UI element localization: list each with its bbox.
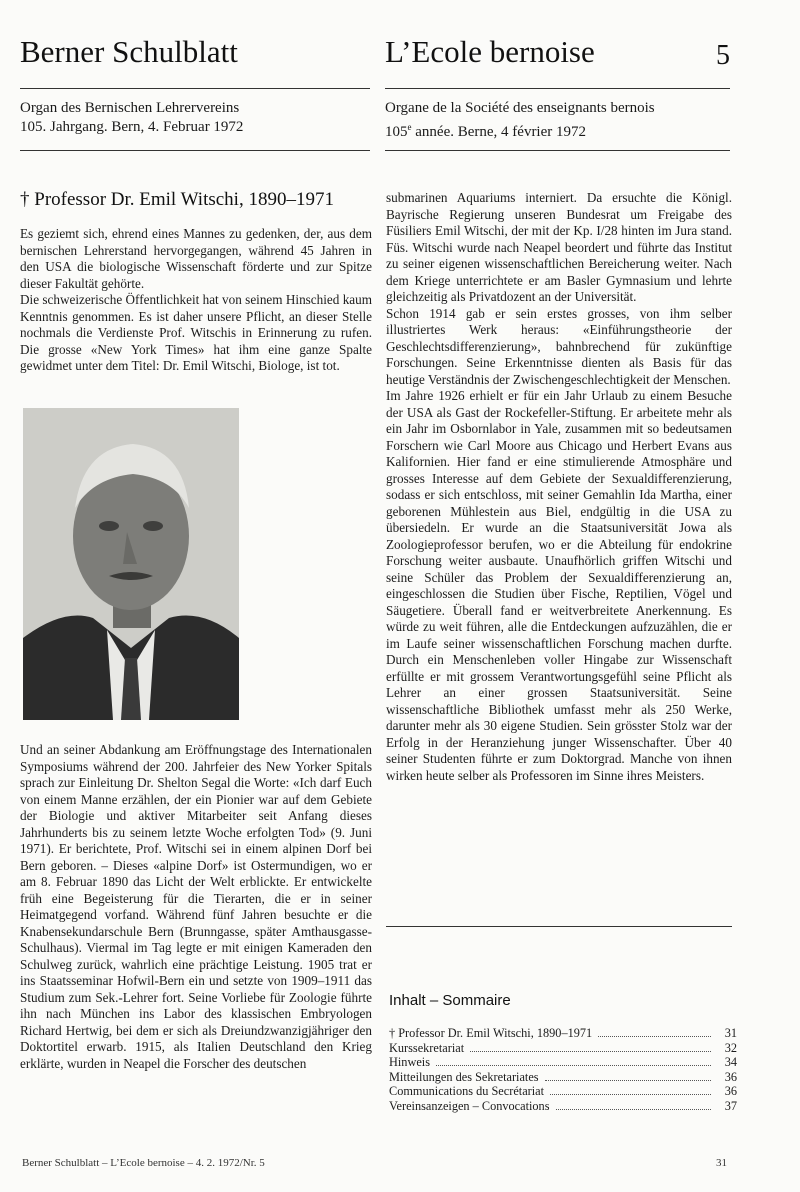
footer-page-number: 31 [716, 1157, 727, 1169]
edition-date: année. Berne, 4 février 1972 [411, 124, 587, 140]
masthead-right-title: L’Ecole bernoise [385, 34, 595, 69]
toc-entry[interactable] [389, 1099, 737, 1114]
toc-leader [550, 1094, 711, 1095]
left-column-bottom [20, 742, 372, 1072]
header-rule-right [385, 88, 730, 89]
right-column [386, 190, 732, 784]
right-subtitle [385, 99, 655, 142]
toc-entry-label: Hinweis [389, 1055, 430, 1070]
toc-entry-page: 34 [724, 1055, 737, 1070]
toc-leader [556, 1109, 712, 1110]
toc-entry-page: 31 [724, 1026, 737, 1040]
header-rule-left [20, 88, 370, 89]
toc-entry-page: 36 [724, 1084, 737, 1099]
edition-superscript: e [407, 122, 412, 132]
toc-entry-label: Vereinsanzeigen – Convocations [389, 1098, 550, 1113]
masthead-left-title: Berner Schulblatt [20, 34, 238, 69]
paragraph: Und an seiner Abdankung am Eröffnungstage des Internationalen Symposiums während der 200. Jahrfeier des New Yorker Spitals sprach zur Einleitung Dr. Shelton Segal die Worte: «Ich darf Euch von einem Manne erzählen, der ein Pionier war auf dem Gebiete der Biologie und aktiver Mitarbeiter seit Anfang dieses Jahrhunderts bis zu seinem letzte Woche erfolgten Tod» (9. Juni 1971). Er berichtete, Prof. Witschi sei in einem alpinen Dorf bei Bern geboren. – Dieses «alpine Dorf» ist Ostermundigen, wo er am 8. Februar 1890 das Licht der Welt erblickte. Er entwickelte früh eine Begeisterung für die Tierarten, die er in seiner Heimatgegend vorfand. Während fünf Jahren besuchte er die Knabensekundarschule Bern (Brunngasse, später Amthausgasse-Schulhaus). Viermal im Tag legte er mit einigen Kameraden den Schulweg zurück, wahrlich eine prächtige Leistung. 1905 trat er ins Staatsseminar Hofwil-Bern ein und setzte von 1909–1911 das Studium zum Sek.-Lehrer fort. Seine Vorliebe für Zoologie führte ihn nach München ins Labor des klassischen Embryologen Richard Hertwig, bei dem er sich als Dreiundzwanzigjähriger den Doktortitel erwarb. 1915, als Italien Deutschland den Krieg erklärte, wurden in Neapel die Forscher des deutschen [20, 742, 372, 1071]
page-number: 5 [716, 40, 730, 71]
right-subtitle-line1: Organe de la Société des enseignants bernois [385, 100, 655, 116]
toc-entry-page: 32 [724, 1040, 737, 1055]
toc-entry-label: Kurssekretariat [389, 1040, 465, 1055]
toc-entry-label: Communications du Secrétariat [389, 1084, 545, 1099]
toc-rule [386, 926, 732, 927]
paragraph: Schon 1914 gab er sein erstes grosses, von ihm selber illustriertes Werk heraus: «Einführungstheorie der Geschlechtsdifferenzierung», bahnbrechend für zukünftige Forschungen. Seine Erkenntnisse dienten als Basis für das heutige Verständnis der Zwischengeschlechtigkeit der Menschen. [386, 305, 732, 387]
toc-entry[interactable] [389, 1070, 737, 1085]
portrait-photo [23, 408, 239, 720]
toc-entry-page: 37 [724, 1098, 737, 1113]
toc-entry-label: Mitteilungen des Sekretariates [389, 1069, 539, 1084]
paragraph: Die schweizerische Öffentlichkeit hat von seinem Hinschied kaum Kenntnis genommen. Es ist daher unsere Pflicht, an dieser Stelle nochmals die Verdienste Prof. Witschis in Erinnerung zu rufen. Die grosse «New York Times» hat ihm eine ganze Spalte gewidmet unter dem Titel: Dr. Emil Witschi, Biologe, ist tot. [20, 292, 372, 373]
toc-entry[interactable] [389, 1055, 737, 1070]
toc-leader [436, 1065, 711, 1066]
left-subtitle [20, 99, 243, 137]
left-subtitle-line1: Organ des Bernischen Lehrervereins [20, 100, 240, 116]
left-column-top [20, 226, 372, 375]
paragraph: submarinen Aquariums interniert. Da ersuchte die Königl. Bayrische Regierung unseren Bundesrat um Freigabe des Füsiliers Emil Witschi, der mit der Kp. I/28 hinten im Jura stand. Füs. Witschi wurde nach Neapel beordert und führte das Institut zu seiner eigenen wissenschaftlichen Bereicherung weiter. Nach dem Kriege unterrichtete er am Basler Gymnasium und lehrte gleichzeitig als Privatdozent an der Universität. [386, 190, 732, 304]
toc-leader [470, 1051, 711, 1052]
right-subtitle-line2 [385, 118, 655, 142]
portrait-figure [23, 408, 239, 720]
toc-leader [545, 1080, 711, 1081]
subheader-rule-right [385, 150, 730, 151]
toc-entry[interactable] [389, 1084, 737, 1099]
left-subtitle-line2: 105. Jahrgang. Bern, 4. Februar 1972 [20, 119, 244, 135]
toc-entry-label: † Professor Dr. Emil Witschi, 1890–1971 [389, 1026, 593, 1040]
toc-list [389, 1026, 737, 1114]
footer-left: Berner Schulblatt – L’Ecole bernoise – 4. 2. 1972/Nr. 5 [22, 1157, 265, 1169]
paragraph: Im Jahre 1926 erhielt er für ein Jahr Urlaub zu einem Besuche der USA als Gast der Rockefeller-Stiftung. Er arbeitete mehr als ein Jahr im Osbornlabor in Yale, zusammen mit so bedeutsamen Forschern wie Carl Moore aus Chicago und Herbert Evans aus Kalifornien. Hier fand er eine stimulierende Atmosphäre und grosses Interesse auf dem Gebiete der Sexualdifferenzierung, sodass er sich entschloss, mit seiner Gemahlin Ida Martha, einer geborenen Mühlestein aus Biel, endgültig in die USA zu übersiedeln. Er wurde an die Staatsuniversität Jowa als Zoologieprofessor berufen, wo er die Abteilung für endokrine Forschung weiter ausbaute. Unaufhörlich griffen Witschi und seine Schüler das Problem der Sexualdifferenzierung an, eingeschlossen die Studien über Fische, Reptilien, Vögel und Säugetiere. Überall fand er weitverbreitete Anerkennung. Es würde zu weit führen, alle die Entdeckungen aufzuzählen, die er im Laufe seiner wissenschaftlichen Forschung machen durfte. Durch ein Menschenleben voller Hingabe zur Wissenschaft erfüllte er mit grossem Verantwortungsgefühl seine Pflicht als Lehrer an einer grossen Staatsuniversität. Seine wissenschaftliche Bibliothek umfasst mehr als 250 Werke, darunter mehr als 30 eigene Studien. Sein grösster Stolz war der Erfolg in der Heranziehung junger Wissenschafter. Über 40 seiner Studenten führte er zum Doktorgrad. Manche von ihnen wirken heute selber als Professoren im Sinne ihres Meisters. [386, 388, 732, 783]
toc-leader [598, 1036, 711, 1037]
subheader-rule-left [20, 150, 370, 151]
toc-entry[interactable] [389, 1026, 737, 1041]
toc-entry-page: 36 [724, 1069, 737, 1084]
toc-title: Inhalt – Sommaire [389, 992, 511, 1009]
article-title: † Professor Dr. Emil Witschi, 1890–1971 [20, 189, 334, 210]
edition-number: 105 [385, 124, 408, 140]
toc-entry[interactable] [389, 1041, 737, 1056]
paragraph: Es geziemt sich, ehrend eines Mannes zu gedenken, der, aus dem bernischen Lehrerstand hervorgegangen, während 45 Jahren in den USA die biologische Wissenschaft förderte und zur Spitze dieser Fakultät gehörte. [20, 226, 372, 291]
